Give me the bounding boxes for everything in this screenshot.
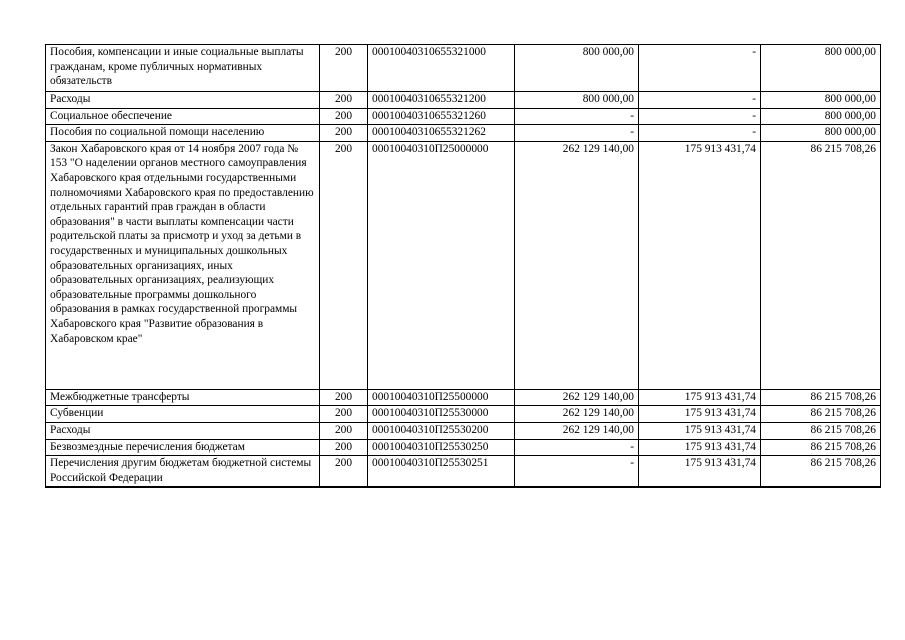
row-executed-amount: - bbox=[639, 125, 761, 142]
row-admin-code: 200 bbox=[320, 406, 368, 423]
table-row bbox=[46, 406, 881, 423]
row-remaining-amount: 86 215 708,26 bbox=[761, 439, 881, 456]
row-admin-code: 200 bbox=[320, 92, 368, 109]
row-admin-code: 200 bbox=[320, 456, 368, 488]
row-approved-amount: 800 000,00 bbox=[515, 92, 639, 109]
row-admin-code: 200 bbox=[320, 422, 368, 439]
row-name: Безвозмездные перечисления бюджетам bbox=[46, 439, 320, 456]
row-remaining-amount: 800 000,00 bbox=[761, 45, 881, 92]
row-approved-amount: 262 129 140,00 bbox=[515, 406, 639, 423]
row-name: Расходы bbox=[46, 422, 320, 439]
row-name: Расходы bbox=[46, 92, 320, 109]
row-budget-code: 00010040310655321262 bbox=[368, 125, 515, 142]
row-approved-amount: - bbox=[515, 439, 639, 456]
row-remaining-amount: 800 000,00 bbox=[761, 92, 881, 109]
row-remaining-amount: 86 215 708,26 bbox=[761, 406, 881, 423]
row-approved-amount: - bbox=[515, 108, 639, 125]
row-approved-amount: - bbox=[515, 456, 639, 488]
row-executed-amount: - bbox=[639, 108, 761, 125]
row-executed-amount: 175 913 431,74 bbox=[639, 422, 761, 439]
row-remaining-amount: 86 215 708,26 bbox=[761, 389, 881, 406]
table-row bbox=[46, 45, 881, 92]
table-row bbox=[46, 125, 881, 142]
row-name: Пособия по социальной помощи населению bbox=[46, 125, 320, 142]
row-name: Межбюджетные трансферты bbox=[46, 389, 320, 406]
row-budget-code: 00010040310П25000000 bbox=[368, 141, 515, 389]
row-name: Социальное обеспечение bbox=[46, 108, 320, 125]
table-row bbox=[46, 456, 881, 488]
table-row bbox=[46, 439, 881, 456]
row-budget-code: 00010040310655321200 bbox=[368, 92, 515, 109]
row-executed-amount: 175 913 431,74 bbox=[639, 406, 761, 423]
row-budget-code: 00010040310П25530200 bbox=[368, 422, 515, 439]
row-admin-code: 200 bbox=[320, 45, 368, 92]
row-budget-code: 00010040310П25500000 bbox=[368, 389, 515, 406]
row-executed-amount: 175 913 431,74 bbox=[639, 389, 761, 406]
row-approved-amount: 800 000,00 bbox=[515, 45, 639, 92]
row-executed-amount: 175 913 431,74 bbox=[639, 141, 761, 389]
row-remaining-amount: 86 215 708,26 bbox=[761, 456, 881, 488]
row-executed-amount: - bbox=[639, 45, 761, 92]
row-executed-amount: - bbox=[639, 92, 761, 109]
row-name: Субвенции bbox=[46, 406, 320, 423]
row-approved-amount: 262 129 140,00 bbox=[515, 141, 639, 389]
row-approved-amount: 262 129 140,00 bbox=[515, 389, 639, 406]
row-budget-code: 00010040310655321260 bbox=[368, 108, 515, 125]
row-admin-code: 200 bbox=[320, 141, 368, 389]
row-admin-code: 200 bbox=[320, 389, 368, 406]
row-remaining-amount: 800 000,00 bbox=[761, 108, 881, 125]
row-executed-amount: 175 913 431,74 bbox=[639, 456, 761, 488]
row-remaining-amount: 800 000,00 bbox=[761, 125, 881, 142]
row-admin-code: 200 bbox=[320, 439, 368, 456]
row-approved-amount: - bbox=[515, 125, 639, 142]
row-remaining-amount: 86 215 708,26 bbox=[761, 141, 881, 389]
row-budget-code: 00010040310П25530000 bbox=[368, 406, 515, 423]
row-admin-code: 200 bbox=[320, 108, 368, 125]
row-remaining-amount: 86 215 708,26 bbox=[761, 422, 881, 439]
row-budget-code: 00010040310П25530251 bbox=[368, 456, 515, 488]
table-row bbox=[46, 141, 881, 389]
table-row bbox=[46, 108, 881, 125]
row-name: Перечисления другим бюджетам бюджетной системы Российской Федерации bbox=[46, 456, 320, 488]
row-budget-code: 00010040310П25530250 bbox=[368, 439, 515, 456]
row-name: Закон Хабаровского края от 14 ноября 2007 года № 153 "О наделении органов местного самоуправления Хабаровского края отдельными государственными полномочиями Хабаровского края по предоставлению отдельных гарантий прав граждан в области образования" в части выплаты компенсации части родительской платы за присмотр и уход за детьми в государственных и муниципальных дошкольных образовательных организациях, иных образовательных организациях, реализующих образовательные программы дошкольного образования в рамках государственной программы Хабаровского края "Развитие образования в Хабаровском крае" bbox=[46, 141, 320, 389]
row-admin-code: 200 bbox=[320, 125, 368, 142]
table-row bbox=[46, 422, 881, 439]
budget-execution-table bbox=[45, 44, 881, 488]
row-name: Пособия, компенсации и иные социальные выплаты гражданам, кроме публичных нормативных обязательств bbox=[46, 45, 320, 92]
table-row bbox=[46, 92, 881, 109]
row-executed-amount: 175 913 431,74 bbox=[639, 439, 761, 456]
row-budget-code: 00010040310655321000 bbox=[368, 45, 515, 92]
row-approved-amount: 262 129 140,00 bbox=[515, 422, 639, 439]
table-row bbox=[46, 389, 881, 406]
